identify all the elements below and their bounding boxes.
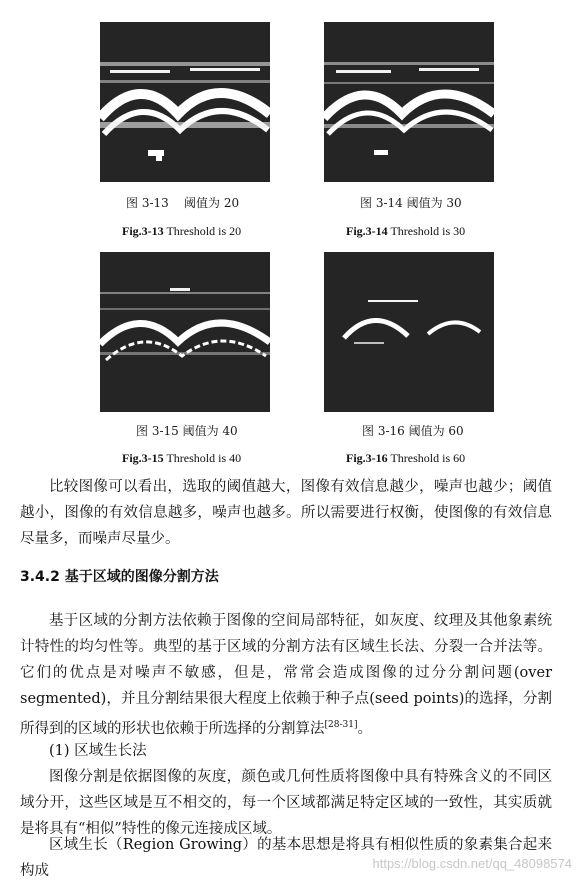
- section-heading: 3.4.2 基于区域的图像分割方法: [20, 569, 219, 585]
- figure-3-15-caption-cn: [136, 422, 238, 439]
- paragraph-text: 比较图像可以看出，选取的阈值越大，图像有效信息越少，噪声也越少；阈值越小，图像的有效信息越多，噪声也越多。所以需要进行权衡，使图像的有效信息尽量多，而噪声尽量少。: [20, 479, 552, 547]
- figure-caption-en-text: Threshold is 60: [387, 451, 466, 465]
- subsection-region-growing: [20, 738, 552, 764]
- citation: [28-31]: [324, 720, 358, 730]
- figure-label-en: Fig.3-14: [346, 224, 388, 238]
- figure-3-16-caption-en: [346, 451, 465, 466]
- figure-3-13-image: [100, 22, 270, 182]
- figure-caption-text: 阈值为 30: [406, 196, 462, 210]
- figure-label-en: Fig.3-13: [122, 224, 164, 238]
- figure-3-14-caption-en: [346, 224, 465, 239]
- figure-label: 图 3-16: [362, 424, 405, 438]
- figure-label: 图 3-13: [126, 196, 169, 210]
- figure-3-14-image: [324, 22, 494, 182]
- figure-label-en: Fig.3-16: [346, 451, 388, 465]
- segmentation-paragraph: [20, 764, 552, 842]
- subsection-title: (1) 区域生长法: [49, 743, 147, 759]
- figure-label-en: Fig.3-15: [122, 451, 164, 465]
- paragraph-text: 图像分割是依据图像的灰度，颜色或几何性质将图像中具有特殊含义的不同区域分开，这些区域是互不相交的，每一个区域都满足特定区域的一致性，其实质就是将具有“相似”特性的像元连接成区域。: [20, 769, 552, 837]
- figure-caption-text: 阈值为 60: [408, 424, 464, 438]
- region-method-paragraph: [20, 608, 552, 742]
- paragraph-text: 基于区域的分割方法依赖于图像的空间局部特征，如灰度、纹理及其他象素统计特性的均匀性等。典型的基于区域的分割方法有区域生长法、分裂一合并法等。它们的优点是对噪声不敏感，但是，常常会造成图像的过分分割问题(over segmented)，并且分割结果很大程度上依赖于种子点(seed points)的选择，分割所得到的区域的形状也依赖于所选择的分割算法: [20, 613, 552, 737]
- figure-caption-text: 阈值为 20: [184, 196, 240, 210]
- comparison-paragraph: [20, 474, 552, 552]
- paragraph-end: 。: [357, 720, 372, 737]
- figure-caption-en-text: Threshold is 30: [387, 224, 466, 238]
- figure-3-15-caption-en: [122, 451, 241, 466]
- figure-caption-en-text: Threshold is 40: [163, 451, 242, 465]
- figure-3-15-image: [100, 252, 270, 412]
- figure-label: 图 3-14: [360, 196, 403, 210]
- figure-caption-en-text: Threshold is 20: [163, 224, 242, 238]
- paragraph-text: 区域生长（Region Growing）的基本思想是将具有相似性质的象素集合起来构成: [20, 837, 552, 879]
- figure-label: 图 3-15: [136, 424, 179, 438]
- figure-3-13-caption-en: [122, 224, 241, 239]
- figure-3-16-image: [324, 252, 494, 412]
- figure-3-13-caption-cn: [126, 194, 239, 211]
- figure-3-14-caption-cn: [360, 194, 462, 211]
- watermark: https://blog.csdn.net/qq_48098574: [372, 856, 572, 871]
- figure-caption-text: 阈值为 40: [182, 424, 238, 438]
- figure-3-16-caption-cn: [362, 422, 464, 439]
